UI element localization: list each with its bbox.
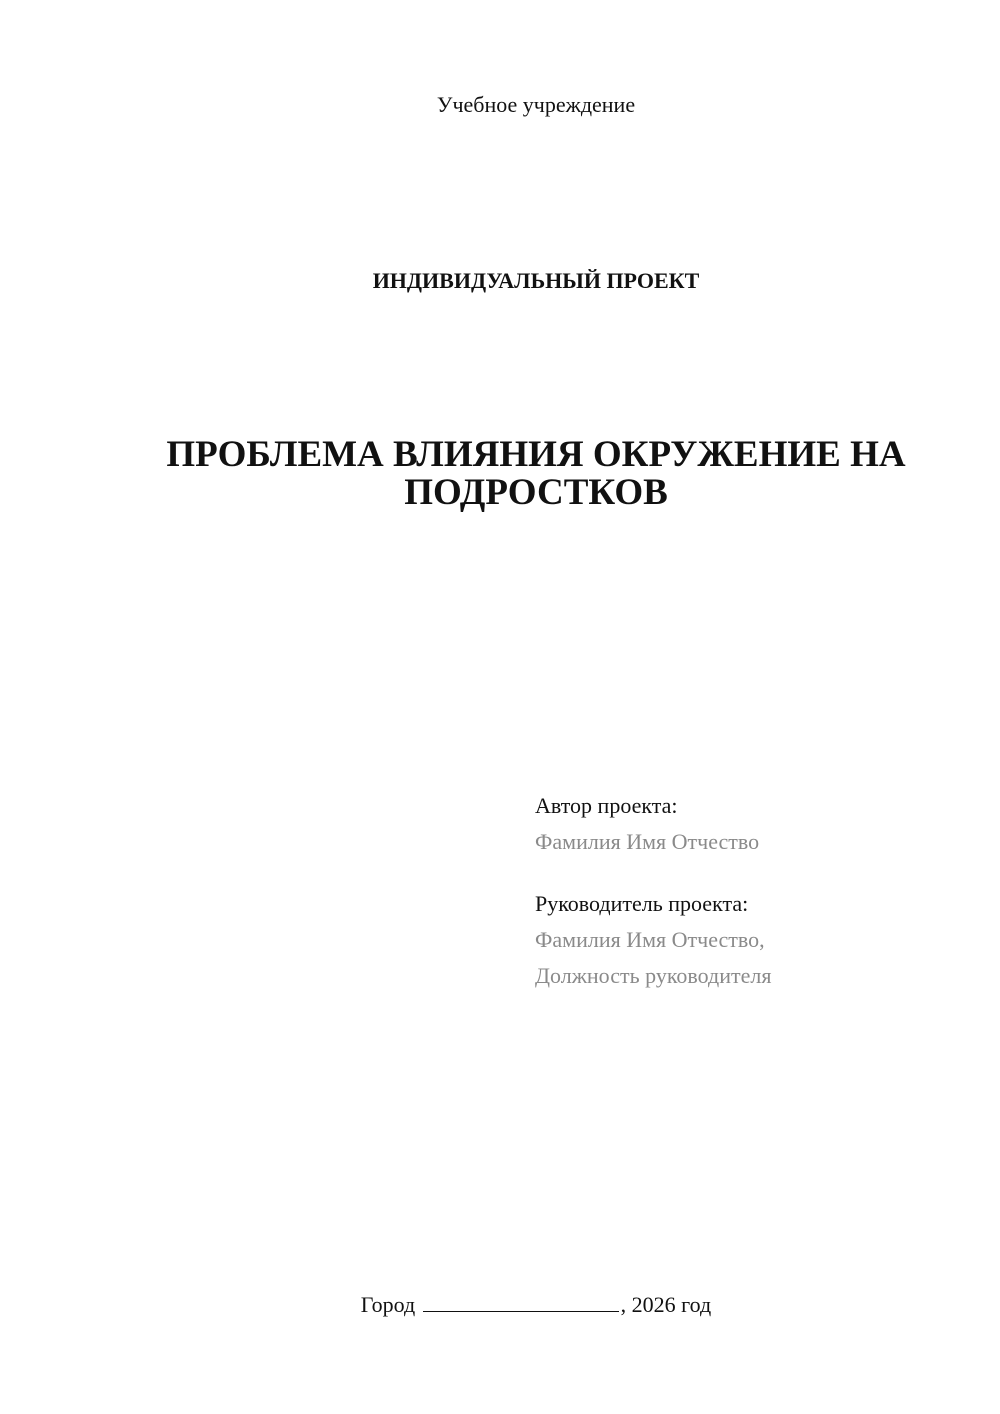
supervisor-position-placeholder: Должность руководителя [535, 963, 772, 988]
supervisor-label: Руководитель проекта: [535, 891, 749, 916]
city-year-line [0, 1290, 1000, 1320]
info-spacer [535, 860, 975, 886]
document-type: ИНДИВИДУАЛЬНЫЙ ПРОЕКТ [372, 268, 700, 293]
document-title [100, 436, 972, 512]
author-name-placeholder: Фамилия Имя Отчество [535, 829, 760, 854]
year-text: , 2026 год [620, 1292, 712, 1317]
project-info-block [535, 788, 975, 994]
title-line-1: ПРОБЛЕМА ВЛИЯНИЯ ОКРУЖЕНИЕ НА [166, 434, 906, 475]
supervisor-name-placeholder: Фамилия Имя Отчество, [535, 927, 765, 952]
institution-name: Учебное учреждение [436, 92, 636, 117]
city-blank-line [423, 1291, 619, 1312]
city-label: Город [360, 1292, 416, 1317]
title-line-2: ПОДРОСТКОВ [404, 472, 668, 513]
author-label: Автор проекта: [535, 793, 678, 818]
